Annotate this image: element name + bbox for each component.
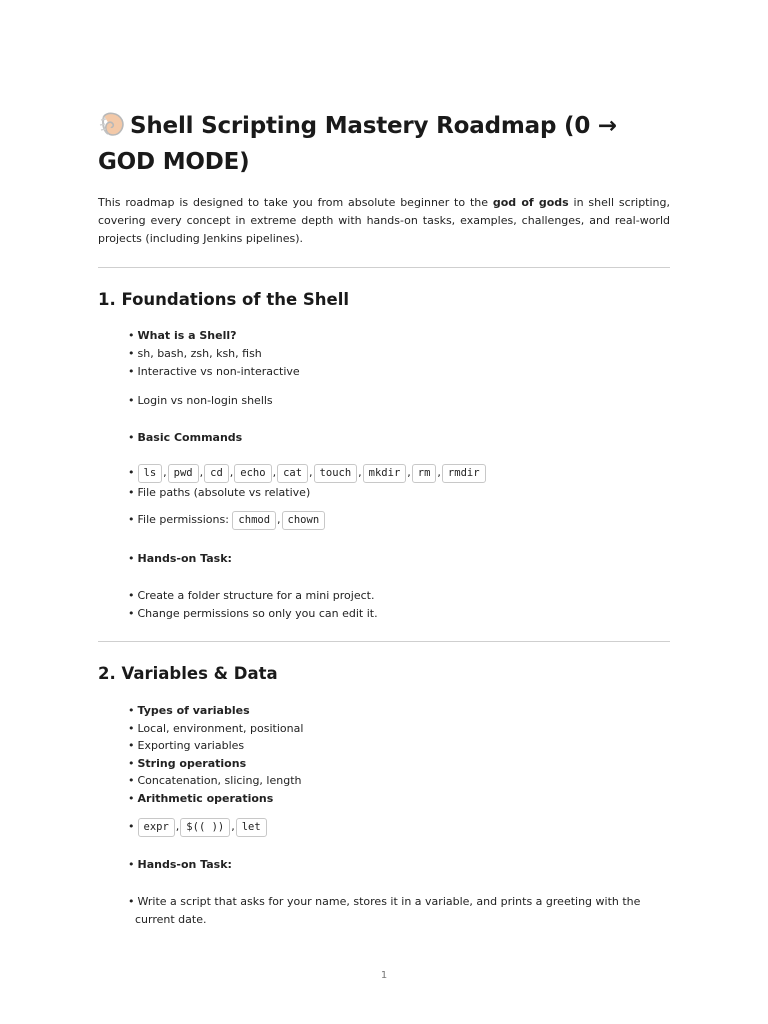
code-touch: touch — [314, 464, 358, 483]
list-item: • Change permissions so only you can edit it. — [128, 607, 378, 620]
list-item: • Arithmetic operations — [128, 792, 274, 805]
code-expr: expr — [138, 818, 175, 837]
section-divider — [98, 641, 670, 642]
list-item: • File paths (absolute vs relative) — [128, 486, 311, 499]
list-item: • Basic Commands — [128, 431, 243, 444]
list-item: • String operations — [128, 757, 247, 770]
list-item: • Login vs non-login shells — [128, 394, 273, 407]
code-let: let — [236, 818, 267, 837]
list-item: • Exporting variables — [128, 739, 245, 752]
list-item-commands: • ls , pwd , cd , echo , cat , touch , mkdir , rm , rmdir — [128, 464, 486, 483]
page-number: 1 — [380, 970, 388, 981]
list-item: • sh, bash, zsh, ksh, fish — [128, 347, 262, 360]
list-item: • What is a Shell? — [128, 329, 237, 342]
list-item-arith-commands: • expr , $(( )) , let — [128, 818, 267, 837]
list-item: • Types of variables — [128, 704, 250, 717]
list-item: • Hands-on Task: — [128, 552, 232, 565]
list-item: • Concatenation, slicing, length — [128, 774, 302, 787]
code-chown: chown — [282, 511, 326, 530]
code-echo: echo — [234, 464, 271, 483]
section-heading-foundations: 1. Foundations of the Shell — [98, 290, 350, 309]
code-mkdir: mkdir — [363, 464, 407, 483]
page-title — [98, 108, 670, 180]
code-cd: cd — [204, 464, 229, 483]
code-chmod: chmod — [232, 511, 276, 530]
section-heading-variables: 2. Variables & Data — [98, 664, 278, 683]
code-arith-expansion: $(( )) — [180, 818, 230, 837]
section-divider — [98, 267, 670, 268]
shell-icon — [98, 110, 128, 138]
list-item: • Local, environment, positional — [128, 722, 304, 735]
list-item-permissions: • File permissions: chmod , chown — [128, 511, 325, 530]
code-pwd: pwd — [168, 464, 199, 483]
code-ls: ls — [138, 464, 163, 483]
code-rm: rm — [412, 464, 437, 483]
list-item: • Create a folder structure for a mini project. — [128, 589, 375, 602]
code-cat: cat — [277, 464, 308, 483]
intro-paragraph: This roadmap is designed to take you from absolute beginner to the god of gods in shell scripting, covering every concept in extreme depth with hands-on tasks, examples, challenges, and real-world projects (including Jenkins pipelines). — [98, 196, 670, 245]
page-title-text: Shell Scripting Mastery Roadmap (0 → GOD MODE) — [98, 113, 618, 175]
list-item: • Interactive vs non-interactive — [128, 365, 300, 378]
list-item: • Write a script that asks for your name, stores it in a variable, and prints a greeting with the current date. — [128, 895, 641, 926]
intro-emphasis: god of gods — [492, 196, 569, 209]
code-rmdir: rmdir — [442, 464, 486, 483]
list-item: • Hands-on Task: — [128, 858, 232, 871]
